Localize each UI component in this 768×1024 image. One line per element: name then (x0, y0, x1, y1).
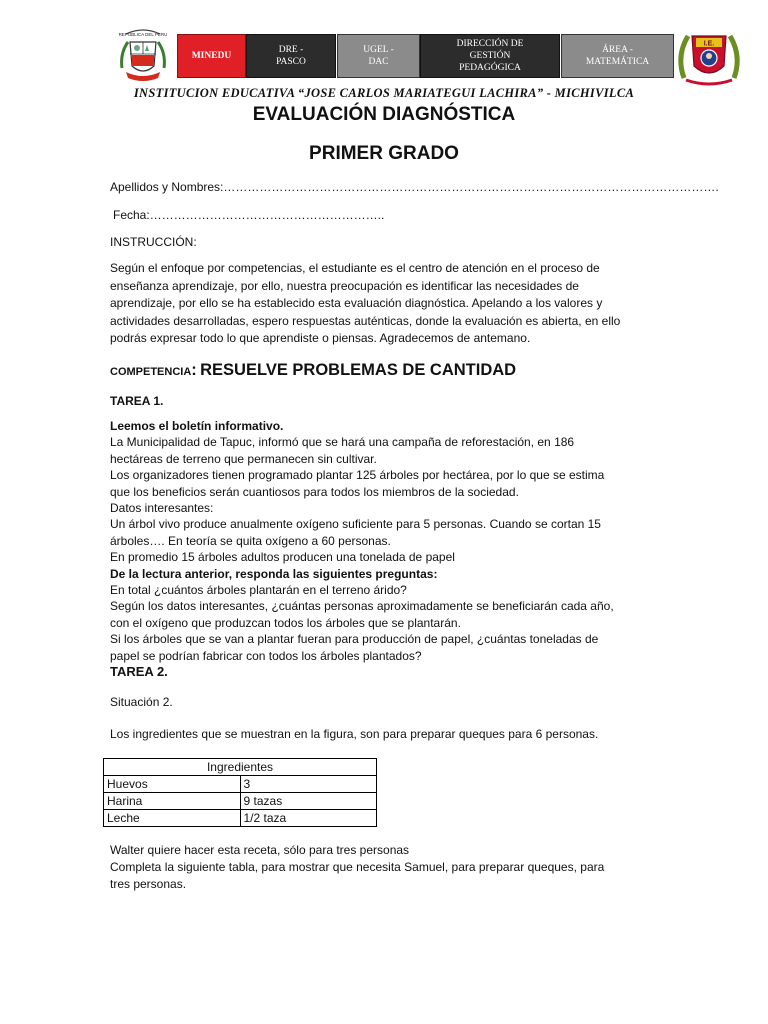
instruction-paragraph (110, 260, 670, 348)
tarea1-lead: Leemos el boletín informativo. (110, 419, 284, 433)
seal-caption-text: REPUBLICA DEL PERU (118, 32, 168, 37)
instruction-line: actividades desarrolladas, espero respuestas auténticas, donde la evaluación es abierta, en ello (110, 313, 621, 328)
ugel-line: DAC (368, 57, 389, 67)
competencia-label: COMPETENCIA (110, 366, 192, 378)
school-name: INSTITUCION EDUCATIVA “JOSE CARLOS MARIATEGUI LACHIRA” - MICHIVILCA (133, 86, 635, 100)
grade-title: PRIMER GRADO (309, 143, 459, 164)
tarea2-after-line: tres personas. (110, 877, 187, 891)
tarea1-question: Según los datos interesantes, ¿cuántas personas aproximadamente se beneficiarán cada año, (110, 599, 614, 614)
ugel-banner (337, 34, 420, 78)
names-field: Apellidos y Nombres:……………………………………………………………………………………………………………. (110, 180, 719, 194)
table-cell: Leche (104, 810, 241, 827)
tarea1-question: En total ¿cuántos árboles plantarán en el terreno árido? (110, 583, 407, 598)
tarea1-line: Los organizadores tienen programado plantar 125 árboles por hectárea, por lo que se estima (110, 468, 605, 483)
tarea1-line: En promedio 15 árboles adultos producen una tonelada de papel (110, 550, 455, 565)
peru-coat-of-arms-logo (118, 28, 168, 84)
tarea1-question: Si los árboles que se van a plantar fueran para producción de papel, ¿cuántas toneladas de (110, 632, 599, 647)
dre-line: PASCO (276, 57, 306, 67)
area-line: MATEMÁTICA (585, 57, 650, 67)
table-row (104, 776, 377, 793)
page-title: EVALUACIÓN DIAGNÓSTICA (252, 104, 516, 125)
tarea1-line: hectáreas de terreno que permanecen sin cultivar. (110, 451, 377, 466)
tarea2-intro: Los ingredientes que se muestran en la figura, son para preparar queques para 6 personas. (110, 727, 599, 741)
table-row (104, 793, 377, 810)
table-cell: 3 (240, 776, 377, 793)
table-header-row (104, 759, 377, 776)
table-cell: Harina (104, 793, 241, 810)
tarea2-heading: TAREA 2. (110, 664, 168, 680)
direccion-line: GESTIÓN (469, 51, 511, 61)
instruction-label: INSTRUCCIÓN: (110, 235, 197, 249)
competencia-heading (110, 359, 516, 383)
tarea1-question: papel se podrían fabricar con todos los árboles plantados? (110, 648, 422, 663)
direccion-banner (420, 34, 560, 78)
minedu-label: MINEDU (191, 51, 232, 61)
dre-line: DRE - (278, 45, 304, 55)
emblem-caption-text: I.E. (703, 40, 715, 48)
ugel-line: UGEL - (363, 45, 394, 55)
tarea2-after-line: Completa la siguiente tabla, para mostrar que necesita Samuel, para preparar queques, para (110, 860, 605, 874)
school-emblem-logo (676, 26, 742, 88)
instruction-line: podrás expresar todo lo que aprendiste o piensas. Agradecemos de antemano. (110, 331, 531, 345)
tarea1-line: Un árbol vivo produce anualmente oxígeno suficiente para 5 personas. Cuando se cortan 15 (110, 517, 601, 532)
dre-banner (246, 34, 336, 78)
tarea1-line: árboles…. En teoría se quita oxígeno a 60 personas. (110, 533, 391, 548)
tarea2-after (110, 842, 670, 893)
ingredients-table (103, 758, 377, 827)
direccion-line: DIRECCIÓN DE (456, 39, 524, 49)
date-field: Fecha:………………………………………………….. (113, 208, 385, 222)
competencia-title: RESUELVE PROBLEMAS DE CANTIDAD (200, 361, 517, 379)
tarea1-body (110, 418, 670, 681)
area-line: ÁREA - (602, 45, 633, 55)
instruction-line: aprendizaje, por ello se ha establecido esta evaluación diagnóstica. Apelando a los valores y (110, 296, 603, 310)
tarea1-question-intro: De la lectura anterior, responda las siguientes preguntas: (110, 566, 438, 581)
tarea1-line: que los beneficios serán cuantiosos para todos los miembros de la sociedad. (110, 484, 519, 499)
area-banner (561, 34, 674, 78)
table-cell: Huevos (104, 776, 241, 793)
tarea2-after-line: Walter quiere hacer esta receta, sólo para tres personas (110, 843, 410, 857)
competencia-colon: : (191, 361, 197, 379)
tarea1-heading: TAREA 1. (110, 394, 164, 408)
table-cell: 9 tazas (240, 793, 377, 810)
instruction-line: Según el enfoque por competencias, el estudiante es el centro de atención en el proceso de (110, 261, 600, 275)
tarea1-question: con el oxígeno que produzcan todos los árboles que se plantarán. (110, 615, 461, 630)
tarea1-line: Datos interesantes: (110, 501, 214, 516)
table-row (104, 810, 377, 827)
tarea1-line: La Municipalidad de Tapuc, informó que se hará una campaña de reforestación, en 186 (110, 435, 575, 450)
table-cell: 1/2 taza (240, 810, 377, 827)
direccion-line: PEDAGÓGICA (459, 63, 521, 73)
situation-label: Situación 2. (110, 695, 173, 709)
minedu-banner (177, 34, 246, 78)
instruction-line: enseñanza aprendizaje, por ello, nuestra preocupación es identificar las necesidades de (110, 278, 579, 293)
table-header: Ingredientes (104, 759, 377, 776)
